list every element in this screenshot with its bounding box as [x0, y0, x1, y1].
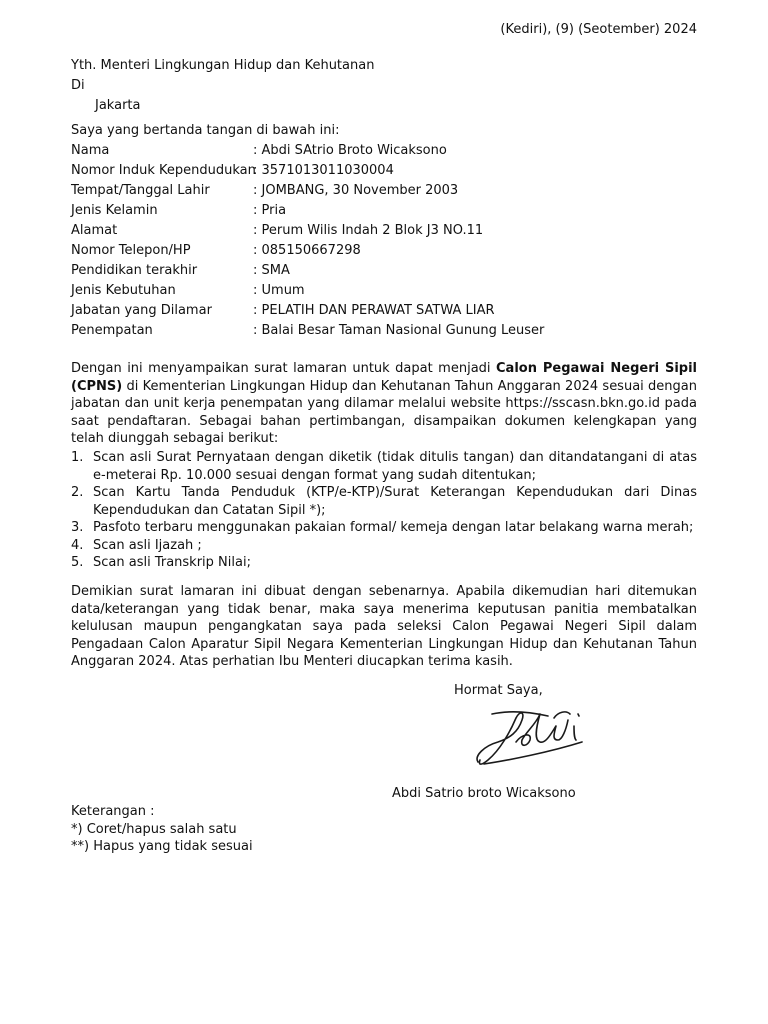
info-label: Jenis Kebutuhan — [71, 283, 176, 298]
list-number: 1. — [71, 450, 84, 465]
info-row — [71, 281, 544, 301]
info-value: : PELATIH DAN PERAWAT SATWA LIAR — [253, 303, 495, 318]
info-label: Jenis Kelamin — [71, 203, 158, 218]
info-row — [71, 241, 544, 261]
note-item: **) Hapus yang tidak sesuai — [71, 839, 253, 854]
info-value: : Pria — [253, 203, 287, 218]
info-row — [71, 161, 544, 181]
notes-block — [71, 803, 253, 856]
recipient-line: Yth. Menteri Lingkungan Hidup dan Kehutanan — [71, 58, 375, 73]
paragraph-text-before: Dengan ini menyampaikan surat lamaran untuk dapat menjadi — [71, 361, 497, 376]
list-text: Scan asli Transkrip Nilai; — [93, 555, 251, 570]
application-paragraph — [71, 360, 697, 448]
closing-paragraph: Demikian surat lamaran ini dibuat dengan sebenarnya. Apabila dikemudian hari ditemukan data/keterangan yang tidak benar, maka saya menerima keputusan panitia membatalkan kelulusan maupun pengangkatan saya pada seleksi Calon Pegawai Negeri Sipil dalam Pengadaan Calon Aparatur Sipil Negara Kementerian Lingkungan Hidup dan Kehutanan Tahun Anggaran 2024. Atas perhatian Ibu Menteri diucapkan terima kasih. — [71, 584, 697, 669]
info-value: : Abdi SAtrio Broto Wicaksono — [253, 143, 447, 158]
letter-date: (Kediri), (9) (Seotember) 2024 — [500, 22, 697, 37]
list-item — [71, 519, 697, 537]
document-list — [71, 449, 697, 572]
list-text: Pasfoto terbaru menggunakan pakaian formal/ kemeja dengan latar belakang warna merah; — [93, 520, 694, 535]
list-text: Scan asli Ijazah ; — [93, 537, 202, 553]
note-item: *) Coret/hapus salah satu — [71, 821, 237, 837]
list-text: Scan asli Surat Pernyataan dengan diketik (tidak ditulis tangan) dan ditandatangani di atas e-meterai Rp. 10.000 sesuai dengan format yang sudah ditentukan; — [93, 450, 697, 483]
position-title: Calon Pegawai Negeri Sipil (CPNS) — [71, 361, 697, 394]
signer-name: Abdi Satrio broto Wicaksono — [392, 786, 576, 801]
info-row — [71, 301, 544, 321]
recipient-di: Di — [71, 78, 85, 93]
intro-text: Saya yang bertanda tangan di bawah ini: — [71, 123, 340, 138]
info-value: : SMA — [253, 263, 290, 278]
info-value: : 085150667298 — [253, 243, 361, 258]
info-row — [71, 181, 544, 201]
info-label: Penempatan — [71, 323, 153, 338]
recipient-city: Jakarta — [95, 98, 141, 113]
info-value: : Perum Wilis Indah 2 Blok J3 NO.11 — [253, 223, 484, 238]
info-label: Nomor Telepon/HP — [71, 243, 191, 258]
info-value: : Balai Besar Taman Nasional Gunung Leuser — [253, 323, 545, 338]
info-label: Pendidikan terakhir — [71, 263, 198, 278]
info-label: Nomor Induk Kependudukan — [71, 163, 256, 178]
info-label: Tempat/Tanggal Lahir — [71, 183, 210, 198]
info-row — [71, 261, 544, 281]
list-item — [71, 449, 697, 484]
info-row — [71, 201, 544, 221]
list-item — [71, 537, 697, 555]
list-number: 3. — [71, 520, 84, 535]
info-value: : Umum — [253, 283, 305, 298]
info-row — [71, 321, 544, 341]
info-label: Jabatan yang Dilamar — [71, 303, 212, 318]
notes-title: Keterangan : — [71, 804, 155, 819]
info-row — [71, 221, 544, 241]
closing-salutation: Hormat Saya, — [454, 683, 543, 698]
list-item — [71, 554, 697, 572]
list-number: 5. — [71, 555, 84, 570]
info-label: Nama — [71, 143, 110, 158]
info-value: : JOMBANG, 30 November 2003 — [253, 183, 459, 198]
list-number: 4. — [71, 537, 84, 553]
info-value: : 3571013011030004 — [253, 163, 394, 178]
paragraph-text-after: di Kementerian Lingkungan Hidup dan Kehutanan Tahun Anggaran 2024 sesuai dengan jabatan dan unit kerja penempatan yang dilamar melalui website https://sscasn.bkn.go.id pada saat pendaftaran. Sebagai bahan pertimbangan, disampaikan dokumen kelengkapan yang telah diunggah sebagai berikut: — [71, 378, 697, 446]
info-label: Alamat — [71, 223, 118, 238]
handwritten-signature — [470, 702, 600, 772]
info-row — [71, 141, 544, 161]
list-item — [71, 484, 697, 519]
applicant-info — [71, 141, 544, 341]
list-text: Scan Kartu Tanda Penduduk (KTP/e-KTP)/Surat Keterangan Kependudukan dari Dinas Kependudukan dan Catatan Sipil *); — [93, 485, 697, 518]
recipient-block — [71, 56, 374, 116]
list-number: 2. — [71, 485, 84, 500]
